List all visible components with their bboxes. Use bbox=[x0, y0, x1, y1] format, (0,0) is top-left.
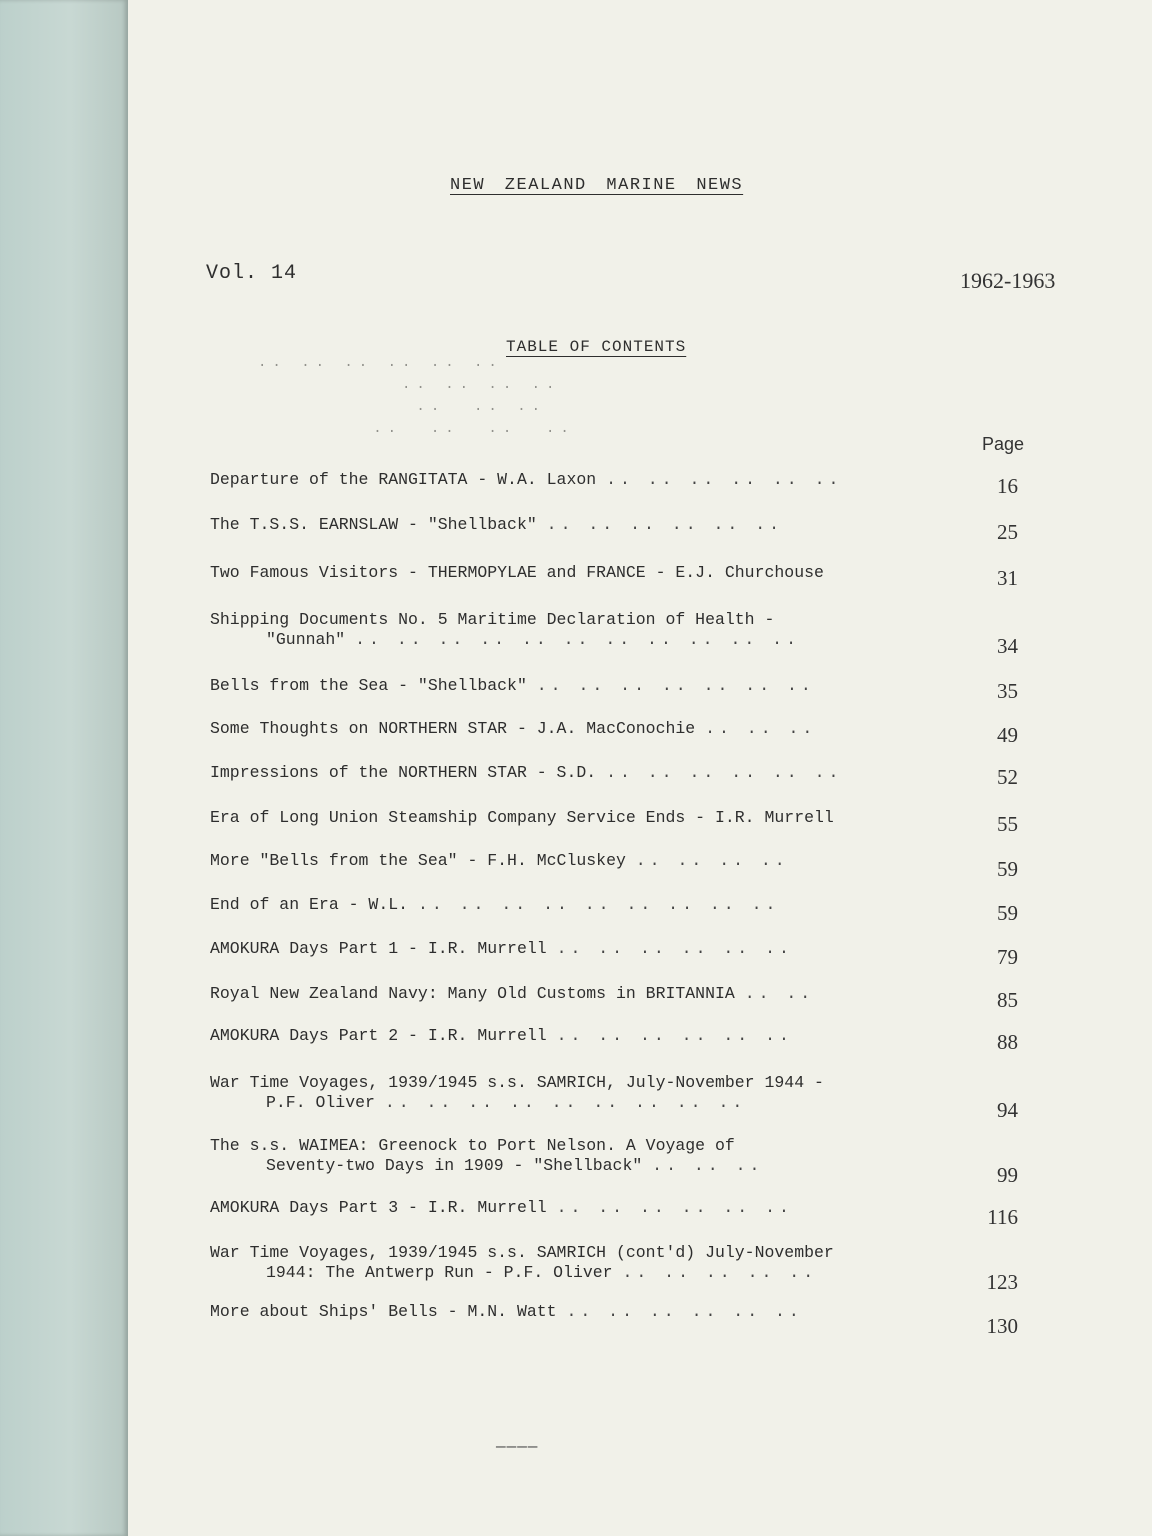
entry-page-number: 94 bbox=[997, 1098, 1018, 1122]
page-column-label: Page bbox=[982, 434, 1025, 454]
dot-leader: .. .. .. .. .. .. .. .. .. .. .. bbox=[355, 630, 800, 649]
entry-title: Departure of the RANGITATA - W.A. Laxon bbox=[210, 470, 597, 489]
entry-title: Royal New Zealand Navy: Many Old Customs in BRITANNIA bbox=[210, 984, 735, 1003]
entry-title: AMOKURA Days Part 2 - I.R. Murrell bbox=[210, 1026, 547, 1045]
entry-page-number: 25 bbox=[997, 520, 1018, 544]
dot-leader: .. .. .. bbox=[705, 719, 817, 738]
entry-page-number: 79 bbox=[997, 945, 1018, 969]
dot-leader: .. .. .. .. .. .. .. .. .. bbox=[417, 895, 780, 914]
entry-title-continued: Seventy-two Days in 1909 - "Shellback" bbox=[266, 1156, 643, 1175]
publication-title: NEW ZEALAND MARINE NEWS bbox=[450, 176, 744, 195]
binder-spine bbox=[0, 0, 128, 1536]
entry-title: End of an Era - W.L. bbox=[210, 895, 409, 914]
toc-entry bbox=[210, 1136, 1010, 1176]
table-of-contents-heading: TABLE OF CONTENTS bbox=[506, 338, 687, 356]
toc-entry bbox=[210, 1026, 1010, 1046]
entry-title-continued: P.F. Oliver bbox=[266, 1093, 375, 1112]
entry-page-number: 85 bbox=[997, 988, 1018, 1012]
toc-entry bbox=[210, 610, 1010, 650]
entry-page-number: 116 bbox=[987, 1205, 1018, 1229]
entry-page-number: 59 bbox=[997, 857, 1018, 881]
dot-leader: .. .. .. .. .. .. bbox=[566, 1302, 803, 1321]
toc-entry bbox=[210, 719, 1010, 739]
bleed-through-marks: .. .. .. .. .. .. .. .. .. .. .. .. .. .. .. .. .. bbox=[258, 355, 575, 437]
entry-title: Shipping Documents No. 5 Maritime Declaration of Health - bbox=[210, 610, 775, 629]
entry-page-number: 88 bbox=[997, 1030, 1018, 1054]
toc-entries bbox=[128, 0, 1152, 1536]
toc-entry bbox=[210, 470, 1010, 490]
toc-entry bbox=[210, 563, 1010, 583]
entry-title: AMOKURA Days Part 1 - I.R. Murrell bbox=[210, 939, 547, 958]
entry-title: War Time Voyages, 1939/1945 s.s. SAMRICH, July-November 1944 - bbox=[210, 1073, 824, 1092]
entry-page-number: 52 bbox=[997, 765, 1018, 789]
dot-leader: .. .. .. .. .. .. .. .. .. bbox=[384, 1093, 747, 1112]
dot-leader: .. .. .. .. .. .. bbox=[556, 939, 793, 958]
entry-page-number: 123 bbox=[986, 1270, 1018, 1294]
entry-title: Bells from the Sea - "Shellback" bbox=[210, 676, 527, 695]
entry-page-number: 16 bbox=[997, 474, 1018, 498]
entry-page-number: 34 bbox=[997, 634, 1018, 658]
dot-leader: .. .. .. .. .. bbox=[622, 1263, 818, 1282]
entry-title: More about Ships' Bells - M.N. Watt bbox=[210, 1302, 557, 1321]
entry-page-number: 55 bbox=[997, 812, 1018, 836]
dot-leader: .. .. .. bbox=[652, 1156, 764, 1175]
toc-entry bbox=[210, 1073, 1010, 1113]
volume-label: Vol. 14 bbox=[206, 262, 298, 285]
toc-entry bbox=[210, 939, 1010, 959]
toc-entry bbox=[210, 895, 1010, 915]
dot-leader: .. .. .. .. .. .. bbox=[556, 1026, 793, 1045]
entry-title: The s.s. WAIMEA: Greenock to Port Nelson. A Voyage of bbox=[210, 1136, 735, 1155]
toc-entry bbox=[210, 1243, 1010, 1283]
entry-page-number: 35 bbox=[997, 679, 1018, 703]
entry-page-number: 130 bbox=[986, 1314, 1018, 1338]
dot-leader: .. .. .. .. .. .. bbox=[546, 515, 783, 534]
toc-entry bbox=[210, 763, 1010, 783]
entry-page-number: 49 bbox=[997, 723, 1018, 747]
toc-entry bbox=[210, 808, 1010, 828]
entry-title: Two Famous Visitors - THERMOPYLAE and FRANCE - E.J. Churchouse bbox=[210, 563, 824, 582]
dot-leader: .. .. .. .. .. .. bbox=[606, 470, 843, 489]
document-page bbox=[128, 0, 1152, 1536]
toc-entry bbox=[210, 676, 1010, 696]
entry-page-number: 31 bbox=[997, 566, 1018, 590]
toc-entry bbox=[210, 1302, 1010, 1322]
dot-leader: .. .. .. .. .. .. bbox=[606, 763, 843, 782]
entry-title: The T.S.S. EARNSLAW - "Shellback" bbox=[210, 515, 537, 534]
toc-entry bbox=[210, 515, 1010, 535]
end-mark: ———— bbox=[496, 1438, 539, 1456]
entry-title: AMOKURA Days Part 3 - I.R. Murrell bbox=[210, 1198, 547, 1217]
dot-leader: .. .. .. .. .. .. .. bbox=[536, 676, 815, 695]
entry-title-continued: 1944: The Antwerp Run - P.F. Oliver bbox=[266, 1263, 613, 1282]
entry-title: Impressions of the NORTHERN STAR - S.D. bbox=[210, 763, 597, 782]
dot-leader: .. .. bbox=[744, 984, 815, 1003]
year-range: 1962-1963 bbox=[960, 268, 1056, 293]
entry-title-continued: "Gunnah" bbox=[266, 630, 346, 649]
entry-page-number: 59 bbox=[997, 901, 1018, 925]
entry-title: Some Thoughts on NORTHERN STAR - J.A. MacConochie bbox=[210, 719, 696, 738]
dot-leader: .. .. .. .. bbox=[635, 851, 789, 870]
toc-entry bbox=[210, 1198, 1010, 1218]
entry-title: More "Bells from the Sea" - F.H. McCluskey bbox=[210, 851, 626, 870]
entry-title: War Time Voyages, 1939/1945 s.s. SAMRICH (cont'd) July-November bbox=[210, 1243, 834, 1262]
toc-entry bbox=[210, 851, 1010, 871]
entry-page-number: 99 bbox=[997, 1163, 1018, 1187]
entry-title: Era of Long Union Steamship Company Service Ends - I.R. Murrell bbox=[210, 808, 834, 827]
dot-leader: .. .. .. .. .. .. bbox=[556, 1198, 793, 1217]
toc-entry bbox=[210, 984, 1010, 1004]
